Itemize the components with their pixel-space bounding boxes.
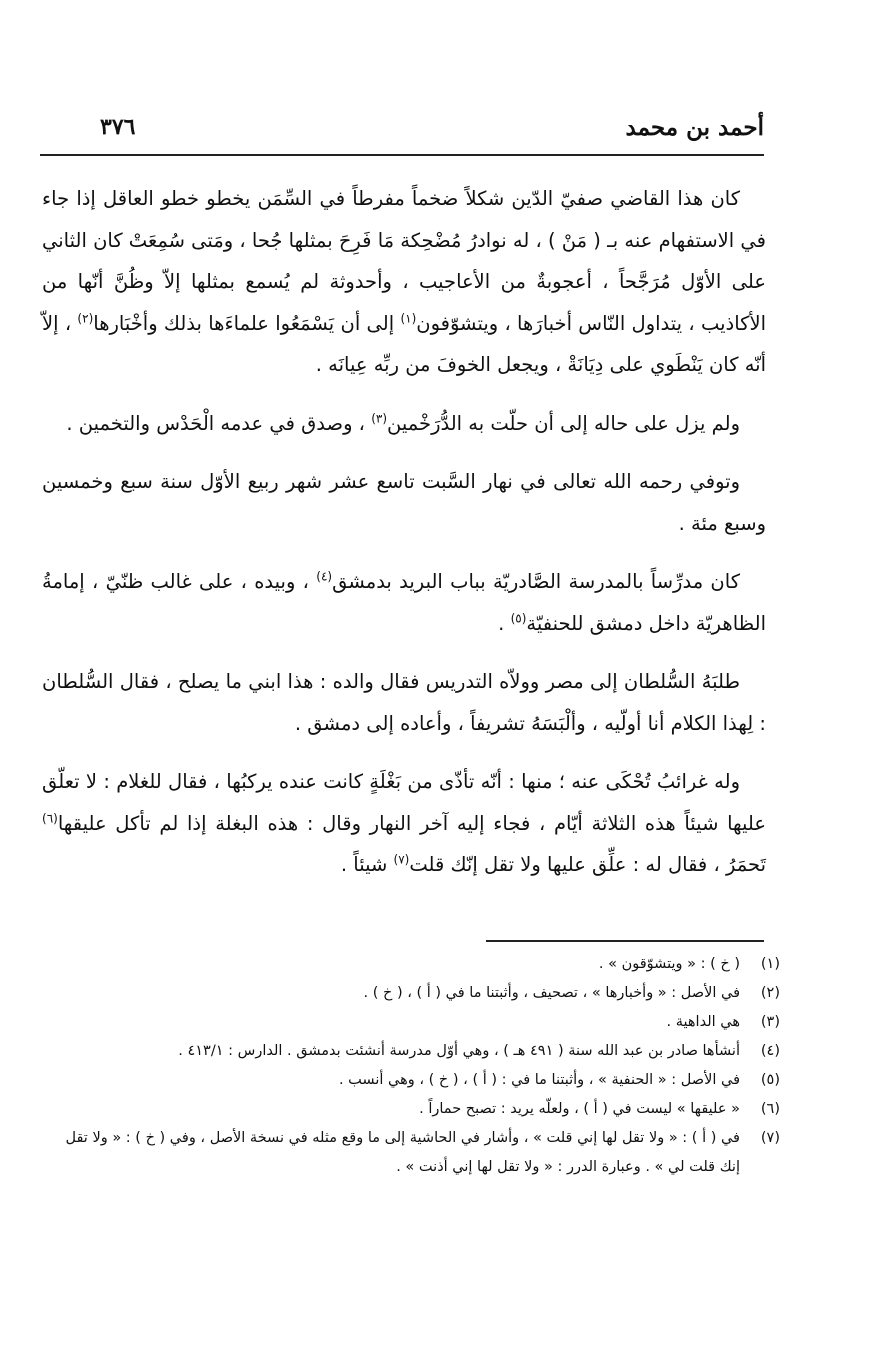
footnote-number: (٤) [760,1043,780,1059]
paragraph-text: وتوفي رحمه الله تعالى في نهار السَّبت تاسع عشر شهر ربيع الأوّل سنة سبع وخمسين وسبع مئة . [42,470,766,535]
paragraph-text: كان هذا القاضي صفيّ الدّين شكلاً ضخماً مفرطاً في السِّمَن يخطو خطو العاقل إذا جاء في الاستفهام عنه بـ ( مَنْ ) ، له نوادرُ مُضْحِكة مَا فَرِحَ بمثلها جُحا ، ومَتى سُمِعَتْ كان الثاني على الأوّل مُرَجَّحاً ، أعجوبةٌ من الأعاجيب ، وأحدوثة لم يُسمع بمثلها إلاّ وظُنَّ أنّها من الأكاذيب ، يتداول النّاس أخبارَها ، ويتشوّفون [42,187,766,335]
footnote-text: هي الداهية . [666,1014,740,1030]
footnotes [60,950,780,1182]
footnote-5 [60,1066,780,1095]
paragraph-text: شيئاً . [340,853,394,876]
paragraph-text: وله غرائبُ تُحْكَى عنه ؛ منها : أنّه تأذّى من بَغْلَةٍ كانت عنده يركبُها ، فقال للغلام : لا تعلّق عليها شيئاً هذه الثلاثة أيّام ، فجاء إليه آخر النهار وقال : هذه البغلة إذا لم تأكل عليقها [42,770,766,835]
footnote-number: (٦) [760,1101,780,1117]
paragraph-5 [42,661,766,744]
footnote-divider [486,940,764,942]
footnote-number: (١) [760,956,780,972]
footnote-text: في ( أ ) : « ولا تقل لها إني قلت » ، وأشار في الحاشية إلى ما وقع مثله في نسخة الأصل ، وفي ( خ ) : « ولا تقل إنك قلت لي » . وعبارة الدرر : « ولا تقل لها إني أذنت » . [65,1130,740,1175]
footnote-1 [60,950,780,979]
footnote-3 [60,1008,780,1037]
footnote-ref: (٥) [510,611,527,625]
paragraph-3 [42,461,766,544]
footnote-number: (٢) [760,985,780,1001]
footnote-text: في الأصل : « الحنفية » ، وأثبتنا ما في : ( أ ) ، ( خ ) ، وهي أنسب . [338,1072,740,1088]
paragraph-text: طلبَهُ السُّلطان إلى مصر وولاّه التدريس فقال والده : هذا ابني ما يصلح ، فقال السُّلطان : لِهذا الكلام أنا أولّيه ، وألْبَسَهُ تشريفاً ، وأعاده إلى دمشق . [42,670,766,735]
footnote-text: ( خ ) : « ويتشوّقون » . [598,956,740,972]
footnote-number: (٥) [760,1072,780,1088]
paragraph-text: إلى أن يَسْمَعُوا علماءَها بذلك وأخْبَارها [93,311,401,335]
paragraph-text: . [498,611,511,635]
paragraph-text: تَحمَرُ ، فقال له : علِّق عليها ولا تقل إنّك قلت [409,853,766,876]
paragraph-4 [42,561,766,644]
footnote-text: « عليقها » ليست في ( أ ) ، ولعلّه يريد : تصبح حماراً . [419,1101,740,1117]
footnote-ref: (٤) [316,569,333,584]
running-head: أحمد بن محمد [625,114,764,141]
footnote-ref: (٢) [77,311,94,325]
footnote-6 [60,1095,780,1124]
footnote-ref: (٦) [42,811,58,825]
footnote-text: أنشأها صادر بن عبد الله سنة ( ٤٩١ هـ ) ، وهي أوّل مدرسة أنشئت بدمشق . الدارس : ٤١٣/١ . [178,1043,740,1059]
footnote-7 [60,1124,780,1182]
page-number: ٣٧٦ [100,114,136,140]
paragraph-1 [42,178,766,386]
paragraph-2 [42,403,766,445]
page-header [40,112,764,156]
footnote-ref: (٧) [393,852,410,867]
paragraph-text: ولم يزل على حاله إلى أن حلّت به الدُّرَخْمين [387,411,740,435]
footnote-ref: (١) [400,311,417,325]
paragraph-text: ، إلاّ أنّه كان يَنْطَوي على دِيَانَةْ ، ويجعل الخوفَ من ربِّه عِيانَه . [42,311,766,376]
footnote-ref: (٣) [371,411,388,425]
footnote-2 [60,979,780,1008]
paragraph-text: ، وبيده ، على غالب ظنّيّ ، إمامةُ الظاهريّة داخل دمشق للحنفيّة [42,570,766,635]
main-text [42,178,766,903]
footnote-number: (٣) [760,1014,780,1030]
footnote-number: (٧) [760,1130,780,1146]
footnote-text: في الأصل : « وأخبارها » ، تصحيف ، وأثبتنا ما في ( أ ) ، ( خ ) . [363,985,740,1001]
paragraph-text: ، وصدق في عدمه الْحَدْس والتخمين . [66,411,372,435]
paragraph-text: كان مدرِّساً بالمدرسة الصَّادريّة بباب البريد بدمشق [332,570,740,593]
paragraph-6 [42,761,766,886]
footnote-4 [60,1037,780,1066]
